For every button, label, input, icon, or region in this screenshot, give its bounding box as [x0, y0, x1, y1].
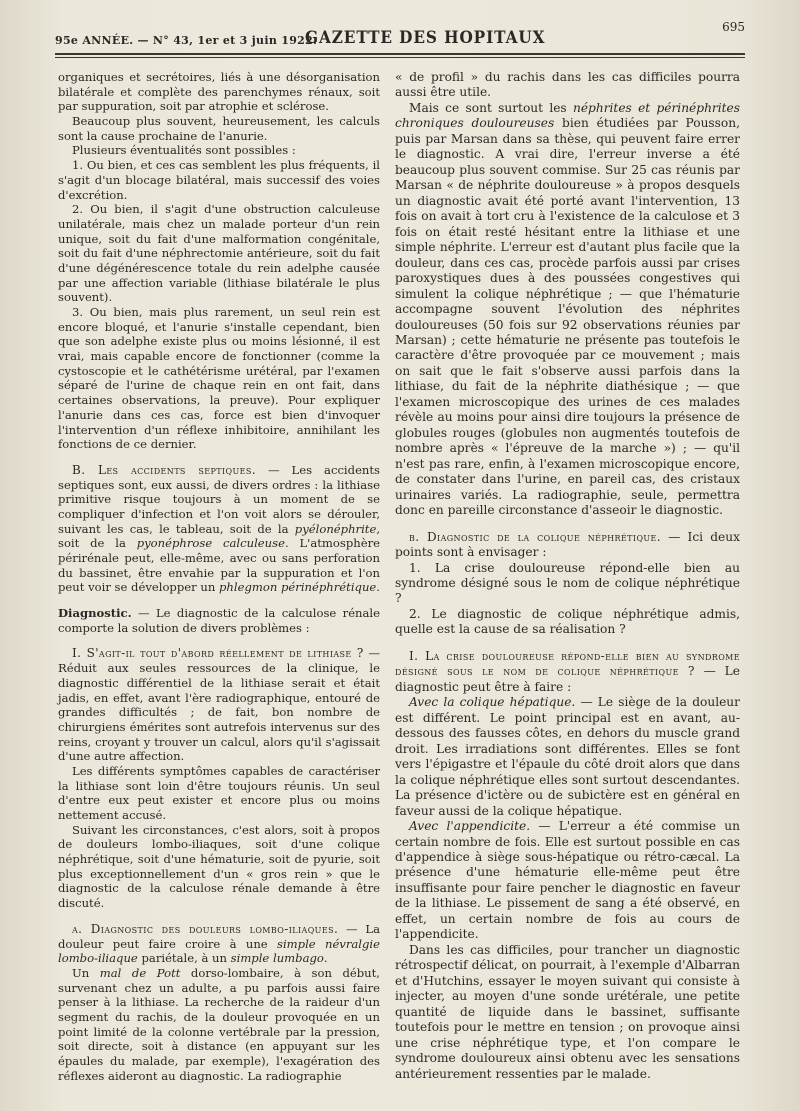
section-heading: b. Diagnostic de la colique néphrétique.	[409, 529, 662, 544]
section-heading: Diagnostic.	[58, 606, 132, 621]
paragraph: Dans les cas difficiles, pour trancher un diagnostic rétrospectif délicat, on pourrait, à l'exemple d'Albarran et d'Hutchins, essayer le moyen suivant qui consiste à injecter, au moyen d'une sonde urétérale, une petite quantité de liquide dans le bassinet, suffisante toutefois pour le mettre en tension ; on provoque ainsi une crise néphrétique type, et l'on compare le syndrome douloureux ainsi obtenu avec les sensations antérieurement ressenties par le malade.	[395, 942, 740, 1081]
paragraph: Mais ce sont surtout les néphrites et périnéphrites chroniques douloureuses bien étudiées par Pousson, puis par Marsan dans sa thèse, qui peuvent faire errer le diagnostic. A vrai dire, l'erreur inverse a été beaucoup plus souvent commise. Sur 25 cas réunis par Marsan « de néphrite douloureuse » à propos desquels un diagnostic avait été porté avant l'intervention, 13 fois on avait à tort cru à l'existence de la calculose et 3 fois on était resté hésitant entre la lithiase et une simple néphrite. L'erreur est d'autant plus facile que la douleur, dans ces cas, procède parfois aussi par crises paroxystiques dues à des poussées congestives qui simulent la colique néphrétique ; — que l'hématurie accompagne souvent l'évolution des néphrites douloureuses (50 fois sur 92 observations réunies par Marsan) ; cette hématurie ne présente pas toutefois le caractère d'être provoquée par ce mouvement ; mais on sait que le fait s'observe aussi parfois dans la lithiase, du fait de la néphrite diathésique ; — que l'examen microscopique des urines de ces malades révèle au moins pour ainsi dire toujours la présence de globules rouges (globules non augmentés toutefois de nombre après « l'épreuve de la marche ») ; — qu'il n'est pas rare, enfin, à l'examen microscopique encore, de constater dans l'urine, en pareil cas, des cristaux urinaires variés. La radiographie, seule, permettra donc en pareille circonstance d'asseoir le diagnostic.	[395, 100, 741, 518]
section-heading: B. Les accidents septiques.	[72, 462, 256, 477]
section-paragraph: I. S'agit-il tout d'abord réellement de lithiase ? — Réduit aux seules ressources de la clinique, le diagnostic différentiel de la lithiase serait et était jadis, en effet, avant l'ère radiographique, entouré de grandes difficultés ; de fait, bon nombre de chirurgiens émérites sont autrefois intervenus sur des reins, croyant y trouver un calcul, alors qu'il s'agissait d'une autre affection.	[58, 646, 380, 764]
paragraph: Avec l'appendicite. — L'erreur a été commise un certain nombre de fois. Elle est surtout possible en cas d'appendice à siège sous-hépatique ou rétro-cæcal. La présence d'une hématurie elle-même peut être insuffisante pour faire pencher le diagnostic en faveur de la lithiase. Le pissement de sang a été observé, en effet, un certain nombre de fois au cours de l'appendicite.	[395, 819, 740, 942]
header-rule	[55, 53, 745, 55]
paragraph: Suivant les circonstances, c'est alors, soit à propos de douleurs lombo-iliaques, soit d'une colique néphrétique, soit d'une hématurie, soit de pyurie, soit plus exceptionnellement d'un « gros rein » que le diagnostic de la calculose rénale demande à être discuté.	[58, 822, 380, 911]
list-item: 3. Ou bien, mais plus rarement, un seul rein est encore bloqué, et l'anurie s'installe cependant, bien que son adelphe existe plus ou moins lésionné, il est vrai, mais capable encore de fonctionner (comme la cystoscopie et le cathétérisme urétéral, par l'examen séparé de l'urine de chaque rein en ont fait, dans certaines observations, la preuve). Pour expliquer l'anurie dans ces cas, force est bien d'invoquer l'intervention d'un réflexe inhibitoire, annihilant les fonctions de ce dernier.	[58, 305, 380, 452]
paragraph: organiques et secrétoires, liés à une désorganisation bilatérale et complète des parenchymes rénaux, soit par suppuration, soit par atrophie et sclérose.	[58, 70, 380, 114]
issue-line: 95e ANNÉE. — N° 43, 1er et 3 juin 1922.	[55, 34, 318, 47]
section-heading: I. La crise douloureuse répond-elle bien au syndrome désigné sous le nom de colique néphrétique ?	[395, 648, 740, 679]
section-paragraph: I. La crise douloureuse répond-elle bien au syndrome désigné sous le nom de colique néphrétique ? — Le diagnostic peut être à faire :	[395, 648, 740, 694]
section-heading: a. Diagnostic des douleurs lombo-iliaques.	[72, 921, 339, 936]
paragraph: Un mal de Pott dorso-lombaire, à son début, survenant chez un adulte, a pu parfois aussi faire penser à la lithiase. La recherche de la raideur d'un segment du rachis, de la douleur provoquée en un point limité de la colonne vertébrale par la pression, soit directe, soit à distance (en appuyant sur les épaules du malade, par exemple), l'exagération des réflexes aideront au diagnostic. La radiographie	[58, 965, 380, 1083]
page-number: 695	[722, 20, 745, 34]
section-paragraph: a. Diagnostic des douleurs lombo-iliaques. — La douleur peut faire croire à une simple névralgie lombo-iliaque pariétale, à un simple lumbago.	[58, 921, 381, 966]
section-paragraph: B. Les accidents septiques. — Les accidents septiques sont, eux aussi, de divers ordres : la lithiase primitive risque toujours à un moment de se compliquer d'infection et l'on voit alors se dérouler, suivant les cas, le tableau, soit de la pyélonéphrite, soit de la pyonéphrose calculeuse. L'atmosphère périrénale peut, elle-même, avec ou sans perforation du bassinet, être envahie par la suppuration et l'on peut voir se développer un phlegmon périnéphrétique.	[58, 462, 381, 595]
header-rule-thin	[55, 57, 745, 58]
paragraph: « de profil » du rachis dans les cas difficiles pourra aussi être utile.	[395, 70, 740, 100]
paragraph: Les différents symptômes capables de caractériser la lithiase sont loin d'être toujours réunis. Un seul d'entre eux peut exister et encore plus ou moins nettement accusé.	[58, 763, 380, 822]
list-item: 1. La crise douloureuse répond-elle bien au syndrome désigné sous le nom de colique néphrétique ?	[395, 560, 740, 606]
right-column	[395, 70, 740, 1082]
paragraph: Beaucoup plus souvent, heureusement, les calculs sont la cause prochaine de l'anurie.	[58, 114, 380, 143]
section-paragraph: b. Diagnostic de la colique néphrétique. — Ici deux points sont à envisager :	[395, 529, 740, 560]
list-item: 2. Ou bien, il s'agit d'une obstruction calculeuse unilatérale, mais chez un malade porteur d'un rein unique, soit du fait d'une malformation congénitale, soit du fait d'une néphrectomie antérieure, soit du fait d'une dégénérescence totale du rein adelphe causée par une affection variable (lithiase bilatérale le plus souvent).	[58, 202, 380, 305]
list-item: 1. Ou bien, et ces cas semblent les plus fréquents, il s'agit d'un blocage bilatéral, mais successif des voies d'excrétion.	[58, 158, 380, 202]
section-heading: I. S'agit-il tout d'abord réellement de lithiase ?	[72, 646, 364, 661]
section-paragraph: Diagnostic. — Le diagnostic de la calculose rénale comporte la solution de divers problèmes :	[58, 606, 380, 635]
list-item: 2. Le diagnostic de colique néphrétique admis, quelle est la cause de sa réalisation ?	[395, 606, 740, 637]
left-column	[58, 70, 380, 1083]
paragraph: Avec la colique hépatique. — Le siège de la douleur est différent. Le point principal est en avant, au-dessous des fausses côtes, en dehors du muscle grand droit. Les irradiations sont différentes. Elles se font vers l'épigastre et l'épaule du côté droit alors que dans la colique néphrétique elles sont surtout descendantes. La présence d'ictère ou de subictère est en général en faveur aussi de la colique hépatique.	[395, 695, 740, 818]
paragraph: Plusieurs éventualités sont possibles :	[72, 143, 296, 158]
journal-title: GAZETTE DES HOPITAUX	[305, 28, 546, 48]
